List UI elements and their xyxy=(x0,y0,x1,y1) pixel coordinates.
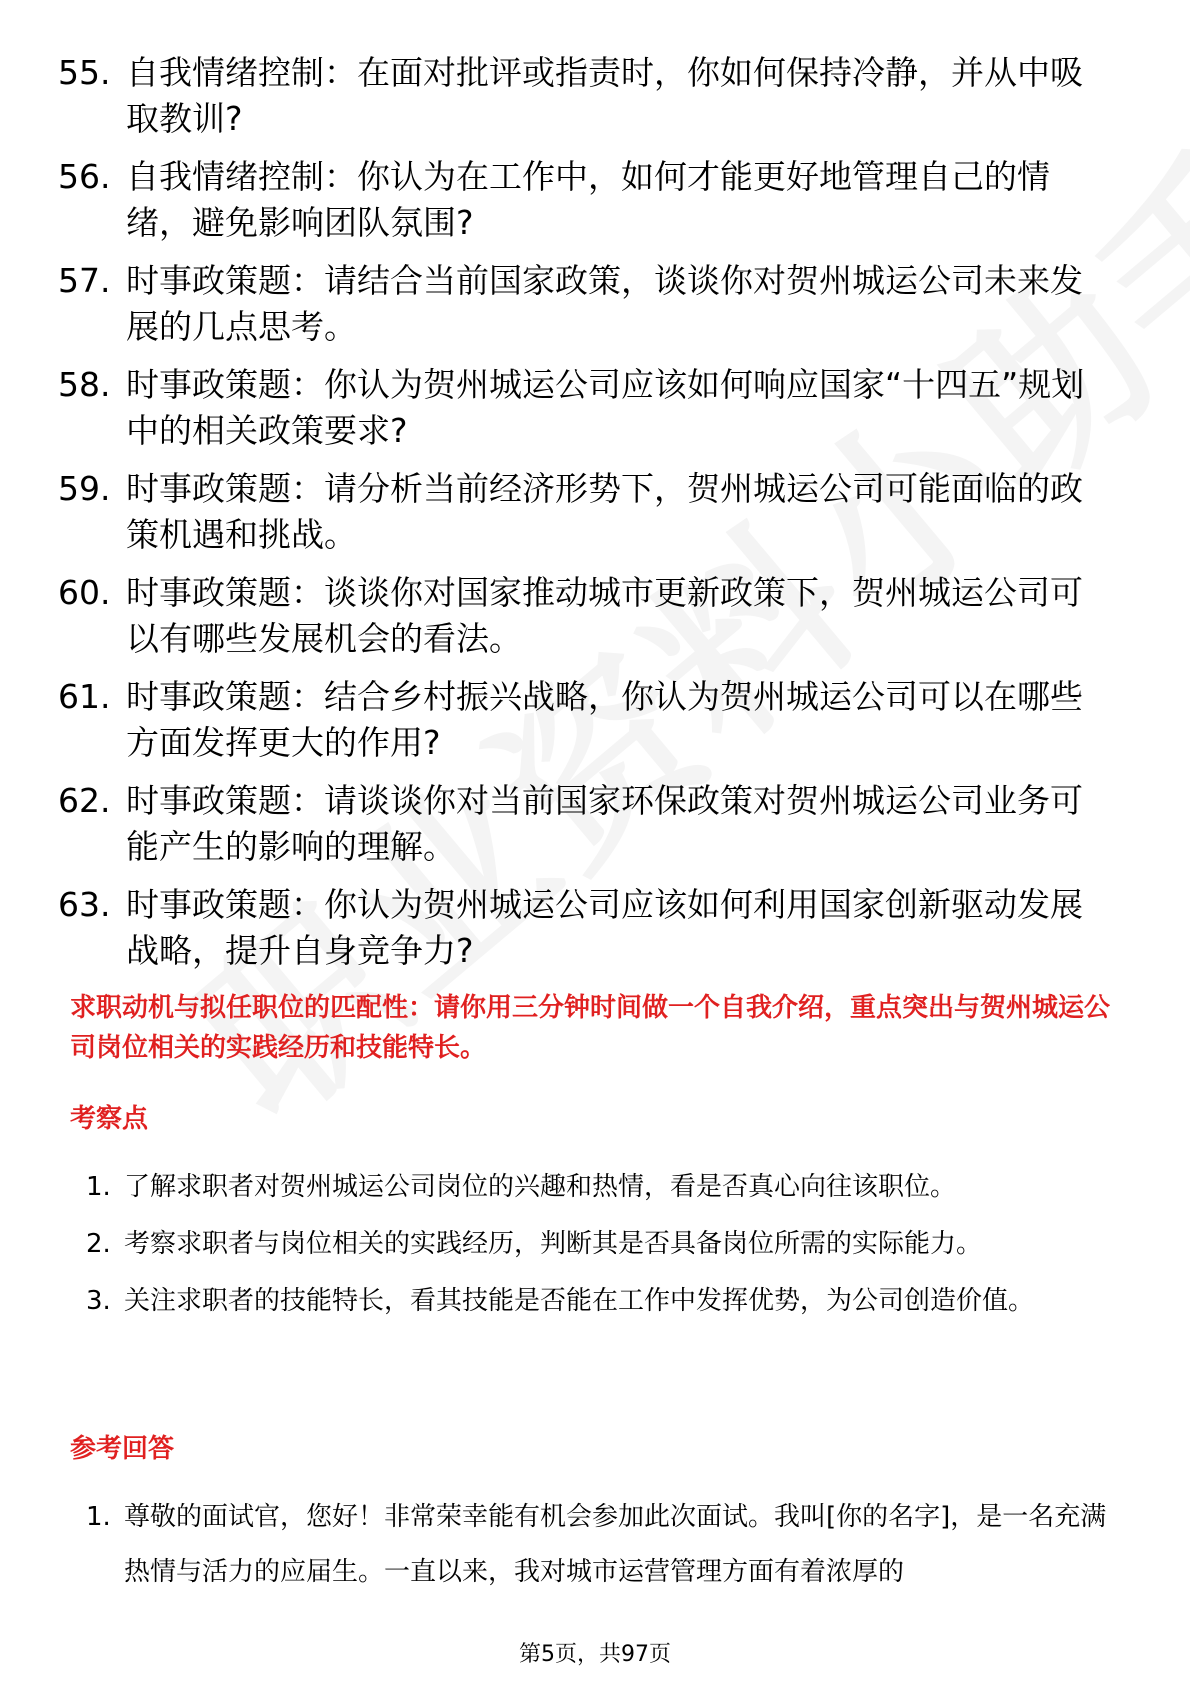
point-number: 1. xyxy=(86,1172,111,1202)
point-item xyxy=(86,1274,1116,1329)
question-text: 时事政策题：你认为贺州城运公司应该如何利用国家创新驱动发展战略，提升自身竞争力? xyxy=(126,885,1083,970)
answer-text: 尊敬的面试官，您好！非常荣幸能有机会参加此次面试。我叫[你的名字]，是一名充满热情与活力的应届生。一直以来，我对城市运营管理方面有着浓厚的 xyxy=(124,1502,1107,1587)
question-list xyxy=(58,50,1118,986)
question-number: 63. xyxy=(58,885,111,924)
point-number: 3. xyxy=(86,1286,111,1316)
question-text: 自我情绪控制：你认为在工作中，如何才能更好地管理自己的情绪，避免影响团队氛围? xyxy=(126,157,1050,242)
question-item xyxy=(58,674,1118,766)
section-heading: 求职动机与拟任职位的匹配性：请你用三分钟时间做一个自我介绍，重点突出与贺州城运公司岗位相关的实践经历和技能特长。 xyxy=(70,993,1111,1063)
question-item xyxy=(58,778,1118,870)
question-text: 自我情绪控制：在面对批评或指责时，你如何保持冷静，并从中吸取教训? xyxy=(126,53,1083,138)
question-item xyxy=(58,258,1118,350)
point-item xyxy=(86,1160,1116,1215)
point-number: 2. xyxy=(86,1229,111,1259)
question-text: 时事政策题：结合乡村振兴战略，你认为贺州城运公司可以在哪些方面发挥更大的作用? xyxy=(126,677,1083,762)
question-number: 56. xyxy=(58,157,111,196)
page-footer: 第5页，共97页 xyxy=(519,1642,671,1667)
points-title: 考察点 xyxy=(70,1104,149,1134)
question-item xyxy=(58,50,1118,142)
answer-title: 参考回答 xyxy=(70,1434,175,1464)
question-number: 58. xyxy=(58,365,111,404)
answer-number: 1. xyxy=(86,1502,111,1532)
point-text: 考察求职者与岗位相关的实践经历，判断其是否具备岗位所需的实际能力。 xyxy=(124,1229,983,1259)
question-text: 时事政策题：请谈谈你对当前国家环保政策对贺州城运公司业务可能产生的影响的理解。 xyxy=(126,781,1083,866)
question-number: 62. xyxy=(58,781,111,820)
points-list xyxy=(86,1160,1116,1331)
question-number: 60. xyxy=(58,573,111,612)
question-text: 时事政策题：请结合当前国家政策，谈谈你对贺州城运公司未来发展的几点思考。 xyxy=(126,261,1083,346)
question-item xyxy=(58,466,1118,558)
point-item xyxy=(86,1217,1116,1272)
question-item xyxy=(58,362,1118,454)
answer-item xyxy=(86,1490,1116,1600)
question-text: 时事政策题：你认为贺州城运公司应该如何响应国家“十四五”规划中的相关政策要求? xyxy=(126,365,1085,450)
question-text: 时事政策题：谈谈你对国家推动城市更新政策下，贺州城运公司可以有哪些发展机会的看法。 xyxy=(126,573,1083,658)
question-text: 时事政策题：请分析当前经济形势下，贺州城运公司可能面临的政策机遇和挑战。 xyxy=(126,469,1083,554)
question-number: 55. xyxy=(58,53,111,92)
question-item xyxy=(58,570,1118,662)
question-number: 57. xyxy=(58,261,111,300)
question-number: 61. xyxy=(58,677,111,716)
answer-list xyxy=(86,1490,1116,1602)
point-text: 了解求职者对贺州城运公司岗位的兴趣和热情，看是否真心向往该职位。 xyxy=(124,1172,957,1202)
point-text: 关注求职者的技能特长，看其技能是否能在工作中发挥优势，为公司创造价值。 xyxy=(124,1286,1035,1316)
question-number: 59. xyxy=(58,469,111,508)
question-item xyxy=(58,882,1118,974)
question-item xyxy=(58,154,1118,246)
